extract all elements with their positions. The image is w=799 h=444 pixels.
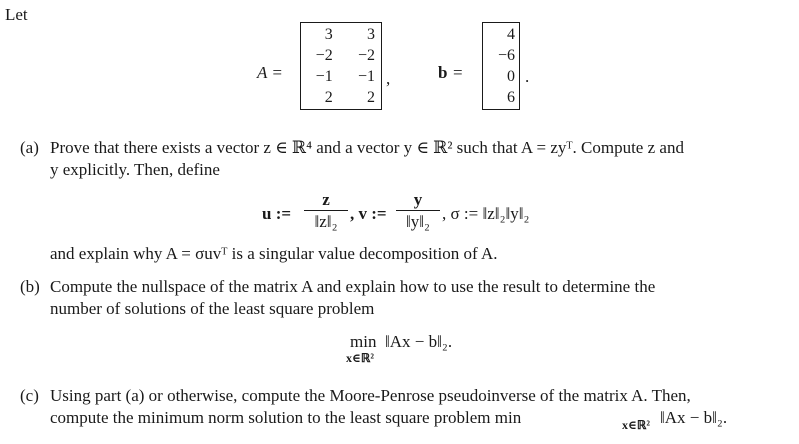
comma-after-a: ,	[386, 69, 391, 88]
vector-cell: 6	[507, 88, 515, 106]
min-subscript: x∈ℝ²	[346, 351, 374, 365]
matrix-cell: 3	[367, 25, 375, 43]
part-a-line1: Prove that there exists a vector z ∈ ℝ⁴ and a vector y ∈ ℝ² such that A = zyᵀ. Compute z and	[50, 138, 684, 157]
part-b-marker: (b)	[20, 277, 40, 296]
part-a-line3: and explain why A = σuvᵀ is a singular value decomposition of A.	[50, 244, 498, 263]
matrix-cell: 3	[324, 25, 333, 43]
vector-b-equals: =	[453, 63, 463, 82]
def-v-denominator: ‖y‖₂	[406, 212, 430, 231]
matrix-a-row	[301, 24, 375, 45]
def-sigma: , σ := ‖z‖₂‖y‖₂	[442, 204, 530, 223]
matrix-cell: −2	[315, 46, 333, 64]
def-u-lhs: u :=	[262, 204, 292, 223]
part-c-subscript: x∈ℝ²	[622, 418, 650, 432]
matrix-a-row	[301, 45, 375, 66]
part-b-line1: Compute the nullspace of the matrix A and explain how to use the result to determine the	[50, 277, 656, 296]
min-objective: ‖Ax − b‖₂.	[385, 332, 453, 351]
def-v-lhs: , v :=	[350, 204, 387, 223]
def-v-fraction	[396, 191, 440, 230]
intro-text: Let	[5, 5, 28, 24]
matrix-a-row	[301, 87, 375, 108]
part-c-line2: compute the minimum norm solution to the least square problem min	[50, 408, 522, 427]
vector-cell: 4	[507, 25, 515, 43]
def-u-numerator: z	[322, 190, 330, 209]
matrix-cell: −1	[357, 67, 375, 85]
matrix-a-label: A =	[257, 63, 283, 82]
matrix-cell: −2	[357, 46, 375, 64]
vector-cell: −6	[497, 46, 515, 64]
def-u-denominator: ‖z‖₂	[314, 212, 338, 231]
part-a-marker: (a)	[20, 138, 39, 157]
part-b-line2: number of solutions of the least square problem	[50, 299, 375, 318]
vector-b-label: b	[438, 63, 448, 82]
part-a-line2: y explicitly. Then, define	[50, 160, 220, 179]
part-c-marker: (c)	[20, 386, 39, 405]
part-c-objective: ‖Ax − b‖₂.	[660, 408, 728, 427]
matrix-a-row	[301, 66, 375, 87]
matrix-cell: 2	[367, 88, 375, 106]
vector-cell: 0	[507, 67, 515, 85]
fraction-bar	[304, 210, 348, 211]
def-u-fraction	[304, 191, 348, 230]
fraction-bar	[396, 210, 440, 211]
min-operator: min	[350, 332, 377, 351]
part-c-line1: Using part (a) or otherwise, compute the Moore-Penrose pseudoinverse of the matrix A. Then,	[50, 386, 691, 405]
matrix-cell: 2	[324, 88, 333, 106]
def-v-numerator: y	[413, 190, 423, 209]
matrix-a	[300, 22, 382, 110]
vector-b	[482, 22, 520, 110]
period-after-b: .	[525, 67, 530, 86]
matrix-cell: −1	[315, 67, 333, 85]
